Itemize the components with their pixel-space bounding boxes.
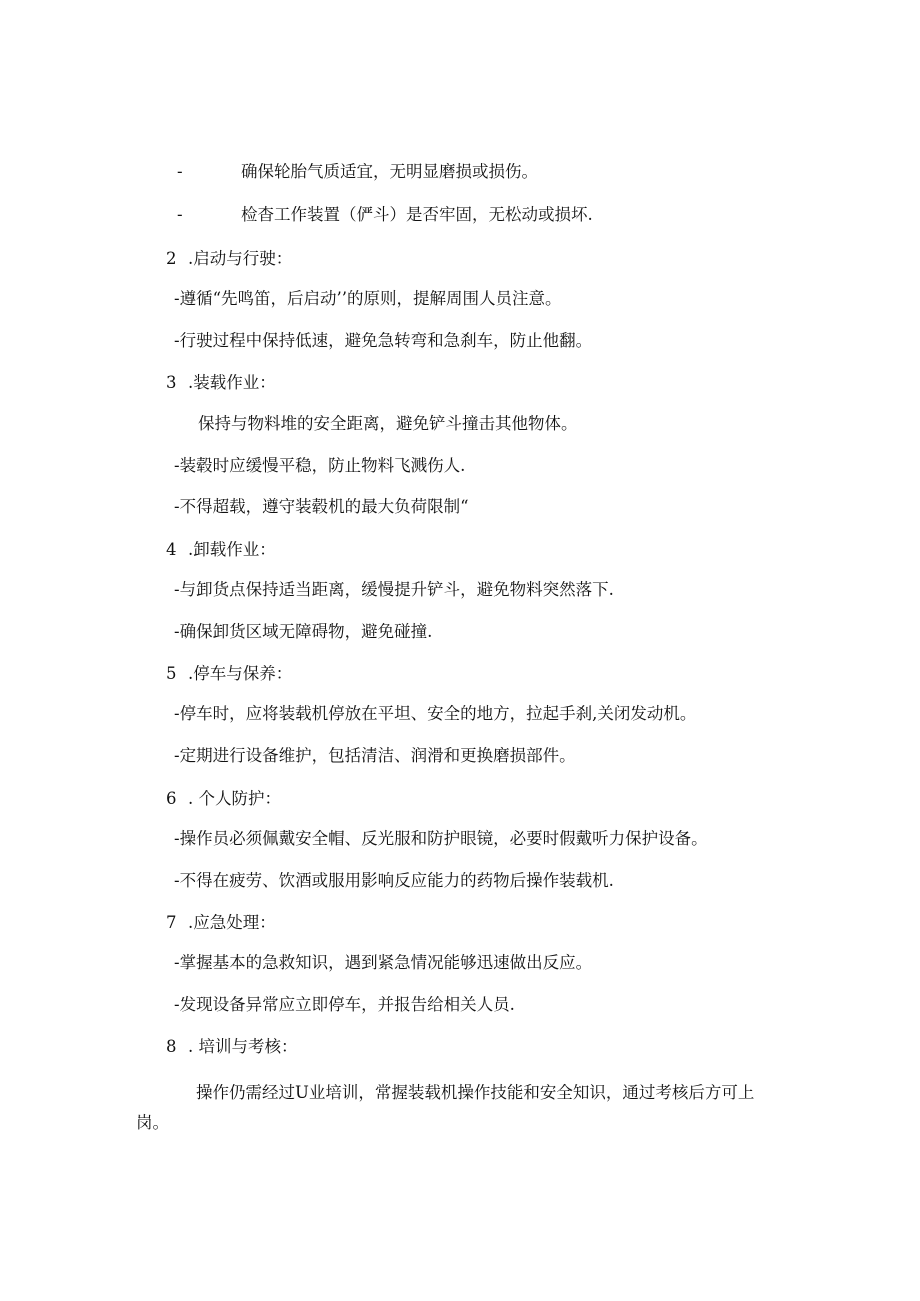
list-item: 确保轮胎气质适宜，无明显磨损或损伤。 xyxy=(241,162,538,181)
list-item: -与卸货点保持适当距离，缓慢提升铲斗，避免物料突然落下. xyxy=(174,580,614,599)
list-item: -不得超载，遵守装毂机的最大负荷限制“ xyxy=(174,497,469,516)
section-title: .应急处理： xyxy=(188,913,276,932)
list-item: -发现设备异常应立即停车，并报告给相关人员. xyxy=(174,995,515,1014)
closing-paragraph: 操作仍需经过U业培训，常握装载机操作技能和安全知识，通过考核后方可上岗。 xyxy=(136,1083,755,1132)
section-number: 3 xyxy=(166,373,177,392)
list-item: -掌握基本的急救知识，遇到紧急情况能够迅速做出反应。 xyxy=(174,953,593,972)
list-item: -不得在疲劳、饮酒或服用影响反应能力的药物后操作装载机. xyxy=(174,871,614,890)
list-item: -遵循“先鸣笛，后启动’’的原则，提解周围人员注意。 xyxy=(174,289,562,308)
list-item: 检杳工作装置（俨斗）是否牢固，无松动或损坏. xyxy=(241,205,593,224)
list-item: -操作员必须佩戴安全帽、反光服和防护眼镜，必要时假戴听力保护设备。 xyxy=(174,829,708,848)
list-marker: - xyxy=(177,162,183,181)
list-item: -定期进行设备维护，包括清洁、润滑和更换磨损部件。 xyxy=(174,746,576,765)
section-title: . 培训与考核： xyxy=(188,1037,298,1056)
section-number: 4 xyxy=(166,540,177,559)
list-item: 保持与物料堆的安全距离，避免铲斗撞击其他物体。 xyxy=(198,414,578,433)
list-item: -停车时，应将装载机停放在平坦、安全的地方，拉起手刹,关闭发动机。 xyxy=(174,704,697,723)
list-item: -行驶过程中保持低速，避免急转弯和急刹车，防止他翻。 xyxy=(174,331,593,350)
section-title: .卸载作业： xyxy=(188,540,276,559)
list-item: -确保卸货区域无障碍物，避免碰撞. xyxy=(174,622,433,641)
section-number: 2 xyxy=(166,249,177,268)
section-title: .装载作业： xyxy=(188,373,276,392)
section-number: 5 xyxy=(166,664,177,683)
section-title: . 个人防护： xyxy=(188,789,281,808)
section-number: 6 xyxy=(166,789,177,808)
section-title: .停车与保养： xyxy=(188,664,293,683)
list-item: -装毂时应缓慢平稳，防止物料飞溅伤人. xyxy=(174,456,466,475)
section-title: .启动与行驶： xyxy=(188,249,293,268)
section-number: 8 xyxy=(166,1037,177,1056)
section-number: 7 xyxy=(166,913,177,932)
list-marker: - xyxy=(177,205,183,224)
